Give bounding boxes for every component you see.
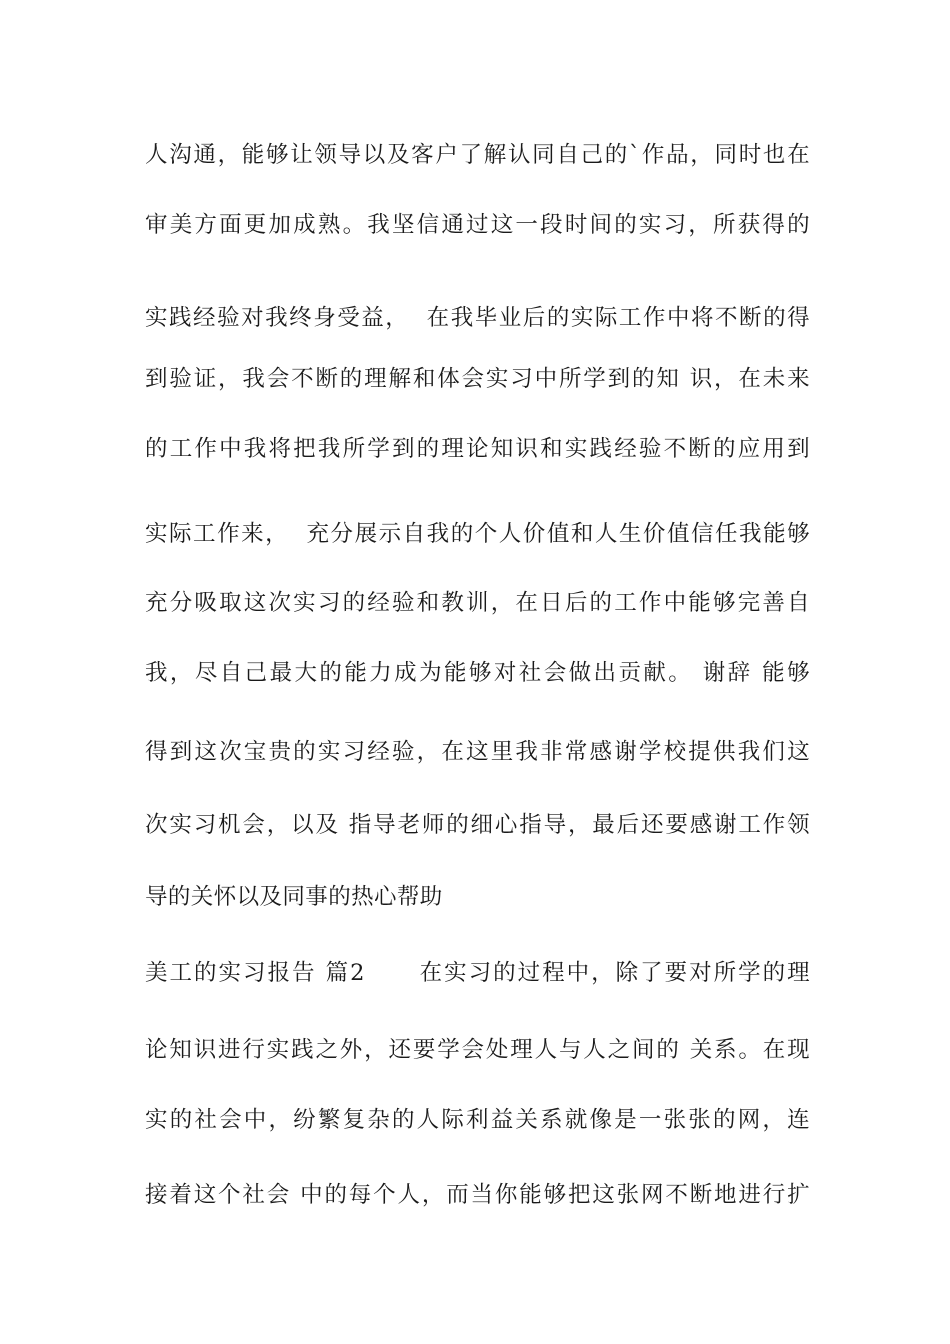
body-text-line: 到验证，我会不断的理解和体会实习中所学到的知 识，在未来 xyxy=(145,366,810,392)
section-heading-line: 美工的实习报告 篇2 在实习的过程中，除了要对所学的理 xyxy=(145,960,810,986)
body-text-line: 的工作中我将把我所学到的理论知识和实践经验不断的应用到 xyxy=(145,436,810,462)
body-text-line: 论知识进行实践之外，还要学会处理人与人之间的 关系。在现 xyxy=(145,1037,810,1063)
body-text-line: 导的关怀以及同事的热心帮助 xyxy=(145,884,443,910)
body-text-line: 实践经验对我终身受益， 在我毕业后的实际工作中将不断的得 xyxy=(145,305,810,331)
body-text-line: 人沟通，能够让领导以及客户了解认同自己的`作品，同时也在 xyxy=(145,142,810,168)
body-text-line: 实的社会中，纷繁复杂的人际利益关系就像是一张张的网，连 xyxy=(145,1107,810,1133)
body-text-line: 得到这次宝贵的实习经验，在这里我非常感谢学校提供我们这 xyxy=(145,739,810,765)
body-text-line: 审美方面更加成熟。我坚信通过这一段时间的实习，所获得的 xyxy=(145,212,810,238)
body-text-line: 接着这个社会 中的每个人，而当你能够把这张网不断地进行扩 xyxy=(145,1182,810,1208)
body-text-line: 次实习机会，以及 指导老师的细心指导，最后还要感谢工作领 xyxy=(145,812,810,838)
body-text-line: 实际工作来， 充分展示自我的个人价值和人生价值信任我能够 xyxy=(145,521,810,547)
body-text-line: 我，尽自己最大的能力成为能够对社会做出贡献。 谢辞 能够 xyxy=(145,660,810,686)
body-text-line: 充分吸取这次实习的经验和教训，在日后的工作中能够完善自 xyxy=(145,590,810,616)
